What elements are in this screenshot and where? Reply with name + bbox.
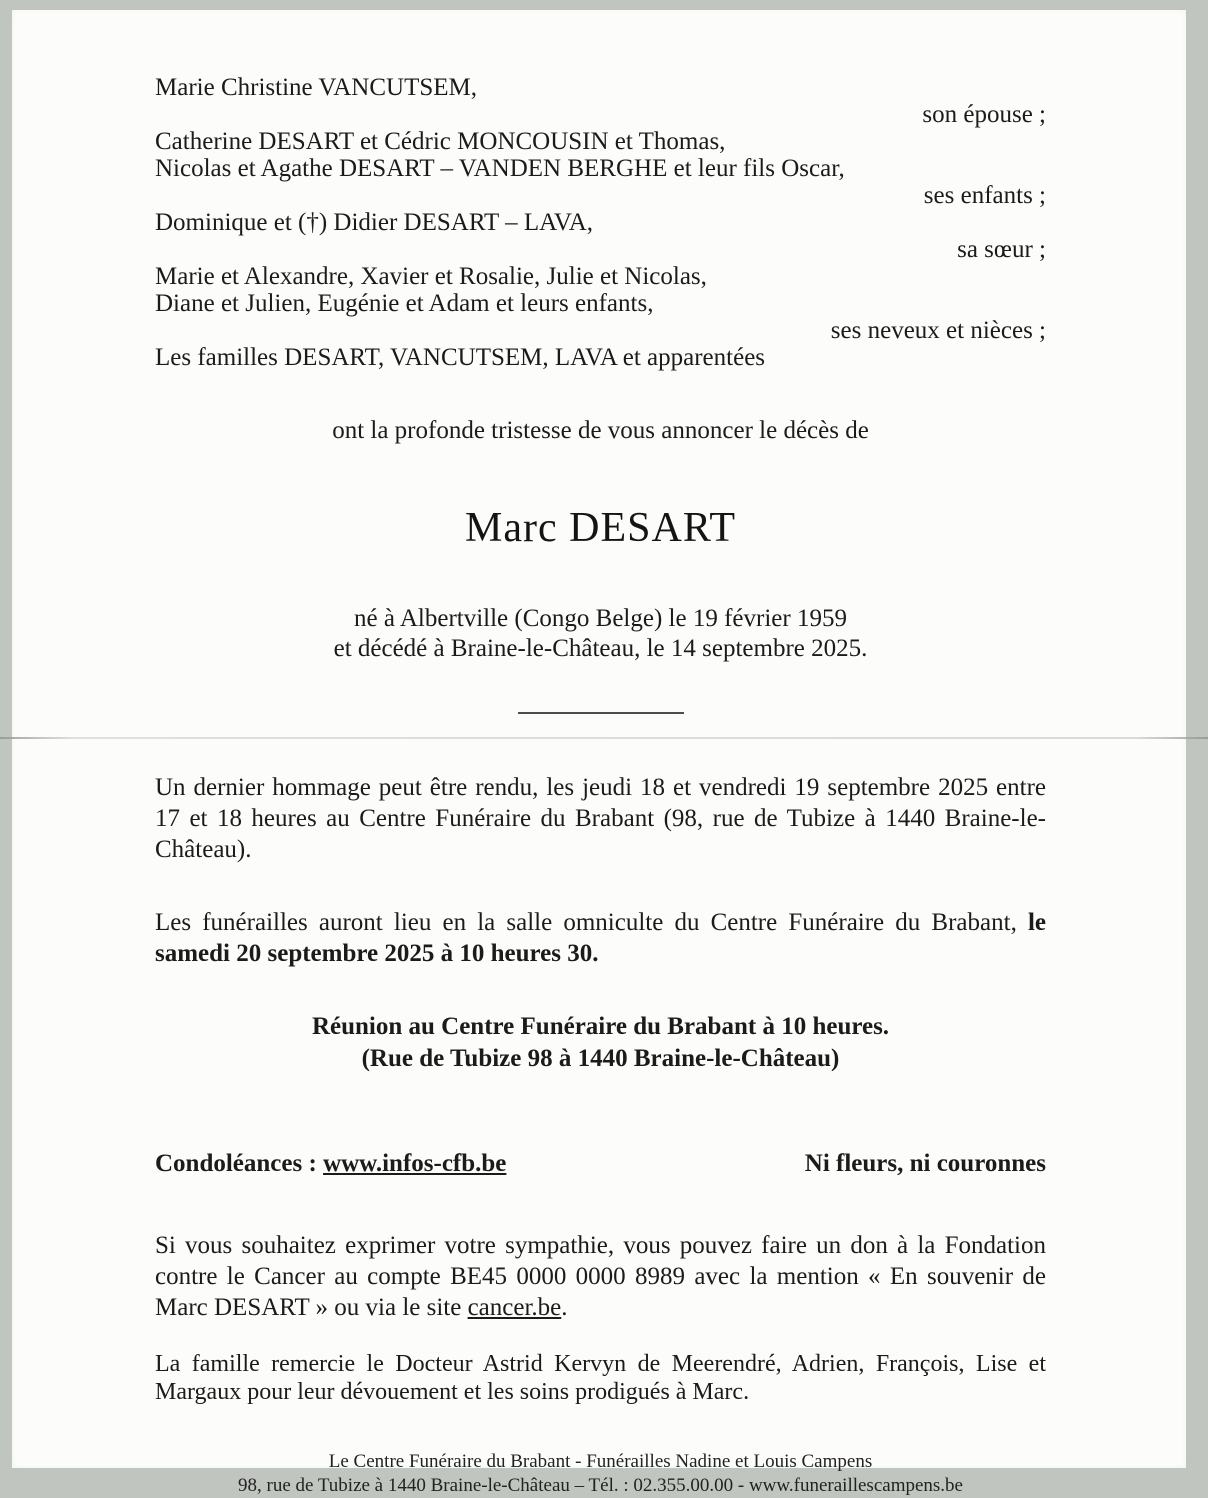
condolences-row bbox=[155, 1148, 1046, 1179]
relation-label: son épouse ; bbox=[922, 101, 1046, 128]
family-names-line: Les familles DESART, VANCUTSEM, LAVA et apparentées bbox=[155, 344, 766, 371]
birth-death-dates bbox=[155, 604, 1046, 664]
family-names-line: Diane et Julien, Eugénie et Adam et leurs enfants, bbox=[155, 290, 654, 317]
reunion-line-2: (Rue de Tubize 98 à 1440 Braine-le-Château) bbox=[361, 1045, 840, 1072]
reunion-line-1: Réunion au Centre Funéraire du Brabant à 10 heures. bbox=[311, 1013, 890, 1040]
family-names-line: Marie Christine VANCUTSEM, bbox=[155, 74, 477, 101]
family-section bbox=[155, 74, 1046, 371]
fold-crease bbox=[0, 737, 1208, 739]
footer bbox=[155, 1450, 1046, 1498]
condolences-link[interactable]: www.infos-cfb.be bbox=[323, 1150, 507, 1177]
page-content bbox=[12, 10, 1186, 1498]
death-line: et décédé à Braine-le-Château, le 14 septembre 2025. bbox=[333, 635, 868, 662]
announcement-intro: ont la profonde tristesse de vous annoncer le décès de bbox=[332, 417, 869, 444]
condolences-entry bbox=[155, 1148, 506, 1179]
hommage-paragraph: Un dernier hommage peut être rendu, les jeudi 18 et vendredi 19 septembre 2025 entre 17 et 18 heures au Centre Funéraire du Brabant (98, rue de Tubize à 1440 Braine-le-Château). bbox=[155, 774, 1046, 863]
funeral-date-bold: le samedi 20 septembre 2025 à 10 heures 30. bbox=[155, 909, 1046, 967]
family-names-line: Nicolas et Agathe DESART – VANDEN BERGHE et leur fils Oscar, bbox=[155, 155, 845, 182]
scanned-page bbox=[12, 10, 1186, 1496]
donation-text: Si vous souhaitez exprimer votre sympathie, vous pouvez faire un don à la Fondation contre le Cancer au compte BE45 0000 0000 8989 avec la mention « En souvenir de Marc DESART » ou via le site bbox=[155, 1232, 1046, 1321]
relation-label: ses neveux et nièces ; bbox=[830, 317, 1046, 344]
divider-rule bbox=[518, 712, 684, 714]
reunion-block bbox=[155, 1011, 1046, 1075]
funeral-paragraph bbox=[155, 907, 1046, 969]
thanks-paragraph: La famille remercie le Docteur Astrid Kervyn de Meerendré, Adrien, François, Lise et Margaux pour leur dévouement et les soins prodigués à Marc. bbox=[155, 1351, 1046, 1405]
donation-paragraph bbox=[155, 1230, 1046, 1323]
footer-line-2: 98, rue de Tubize à 1440 Braine-le-Château – Tél. : 02.355.00.00 - www.funeraillescampens.be bbox=[238, 1475, 963, 1496]
condolences-label: Condoléances : bbox=[155, 1150, 324, 1177]
donation-text-end: . bbox=[561, 1294, 568, 1321]
footer-line-1: Le Centre Funéraire du Brabant - Funérailles Nadine et Louis Campens bbox=[328, 1451, 873, 1472]
donation-link[interactable]: cancer.be bbox=[467, 1294, 562, 1321]
birth-line: né à Albertville (Congo Belge) le 19 février 1959 bbox=[354, 605, 847, 632]
family-names-line: Catherine DESART et Cédric MONCOUSIN et Thomas, bbox=[155, 128, 726, 155]
family-names-line: Marie et Alexandre, Xavier et Rosalie, Julie et Nicolas, bbox=[155, 263, 707, 290]
relation-label: ses enfants ; bbox=[923, 182, 1046, 209]
deceased-name: Marc DESART bbox=[465, 505, 736, 551]
relation-label: sa sœur ; bbox=[957, 236, 1046, 263]
flowers-note: Ni fleurs, ni couronnes bbox=[804, 1150, 1046, 1177]
family-names-line: Dominique et (†) Didier DESART – LAVA, bbox=[155, 209, 594, 236]
funeral-text: Les funérailles auront lieu en la salle omniculte du Centre Funéraire du Brabant, bbox=[155, 909, 1028, 936]
